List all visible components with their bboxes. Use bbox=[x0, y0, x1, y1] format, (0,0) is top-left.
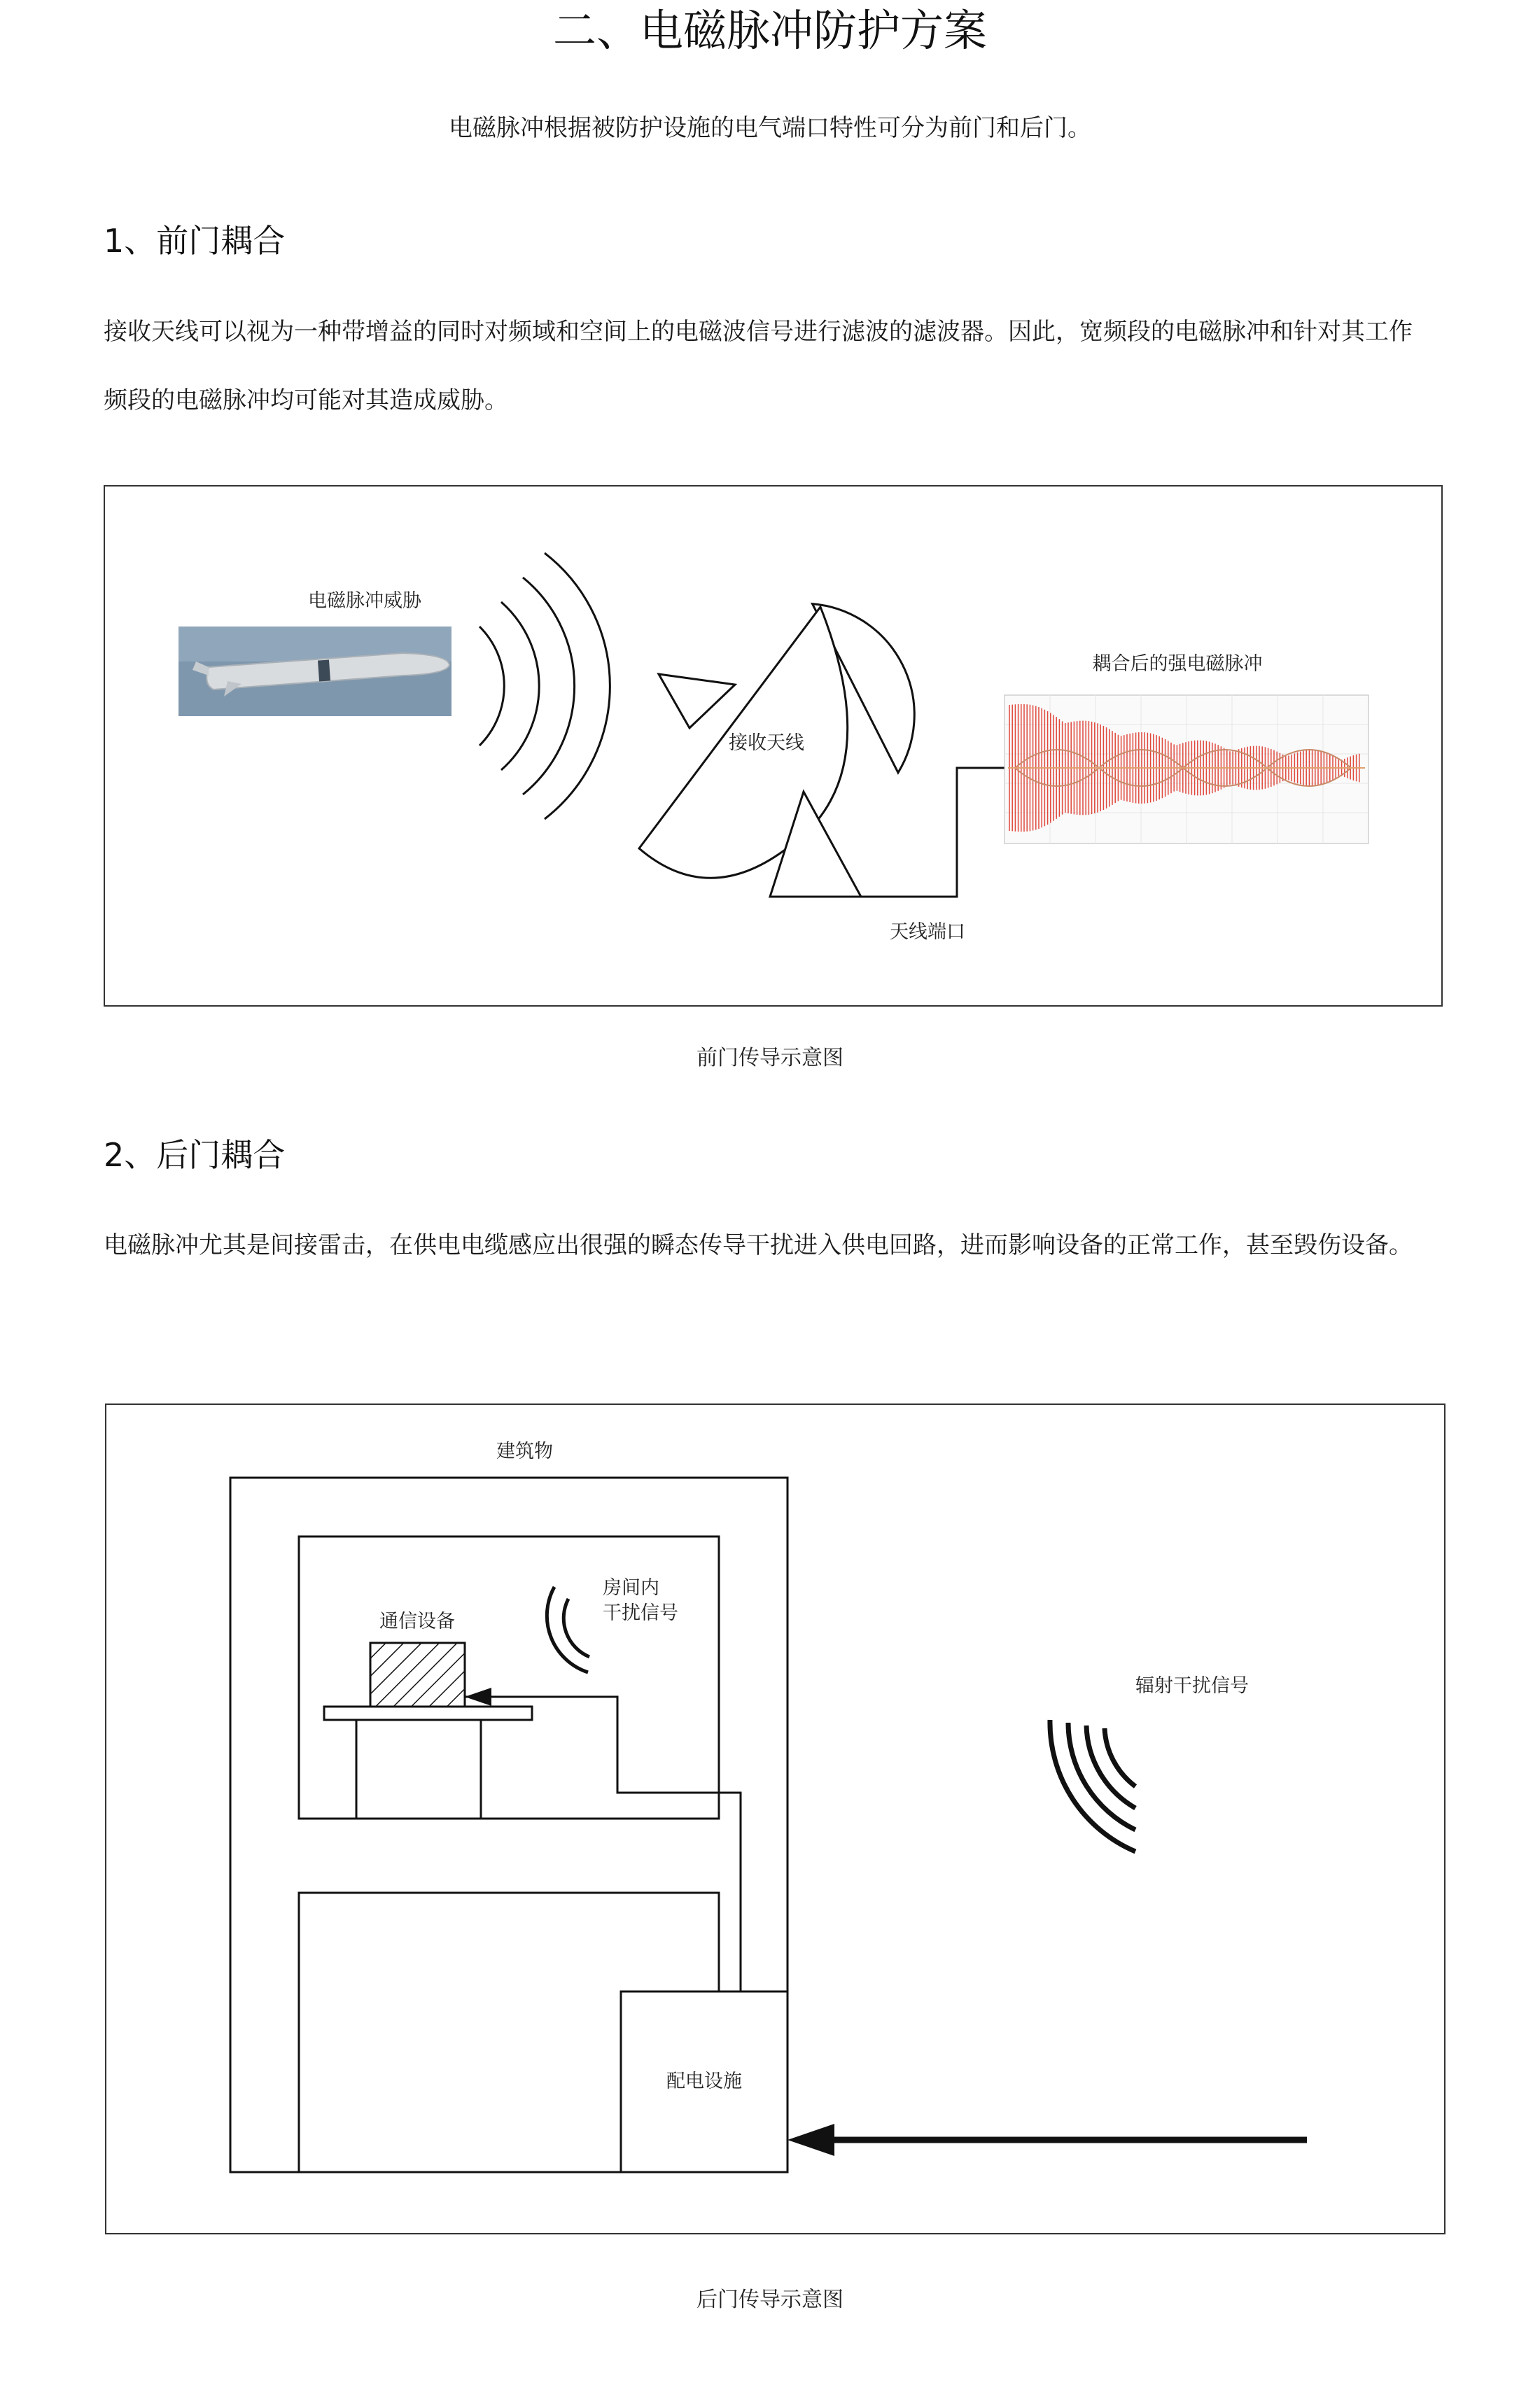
section2-paragraph: 电磁脉冲尤其是间接雷击，在供电电缆感应出很强的瞬态传导干扰进入供电回路，进而影响设备的正常工作，甚至毁伤设备。 bbox=[104, 1231, 1413, 1259]
incoming-arrow-icon bbox=[788, 2124, 834, 2156]
coupled-pulse-plot bbox=[1004, 695, 1368, 844]
radiated-signal-label: 辐射干扰信号 bbox=[1135, 1675, 1249, 1697]
port-label: 天线端口 bbox=[890, 921, 965, 943]
figure1-caption: 前门传导示意图 bbox=[696, 1046, 844, 1070]
section1-heading: 1、前门耦合 bbox=[104, 222, 286, 260]
antenna-cable bbox=[861, 768, 1004, 897]
coupled-pulse-label: 耦合后的强电磁脉冲 bbox=[1092, 653, 1263, 675]
back-door-diagram bbox=[106, 1405, 1447, 2236]
figure2-caption: 后门传导示意图 bbox=[696, 2288, 844, 2312]
intro-text: 电磁脉冲根据被防护设施的电气端口特性可分为前门和后门。 bbox=[449, 114, 1091, 142]
section1-paragraph: 接收天线可以视为一种带增益的同时对频域和空间上的电磁波信号进行滤波的滤波器。因此，宽频段的电磁脉冲和针对其工作频段的电磁脉冲均可能对其造成威胁。 bbox=[104, 318, 1413, 414]
comm-equipment-box bbox=[370, 1643, 465, 1707]
comm-equipment-label: 通信设备 bbox=[379, 1611, 455, 1632]
radiated-signal-icon bbox=[1050, 1720, 1135, 1851]
feed-arrow-icon bbox=[465, 1688, 491, 1706]
emp-wave-icon bbox=[479, 553, 610, 819]
building-label: 建筑物 bbox=[496, 1441, 553, 1462]
equipment-table-legs bbox=[356, 1720, 481, 1819]
front-door-figure bbox=[104, 485, 1443, 1007]
room-signal-label-1: 房间内 bbox=[603, 1577, 659, 1599]
page-title: 二、电磁脉冲防护方案 bbox=[552, 5, 987, 56]
power-feed-line bbox=[465, 1697, 741, 1991]
threat-label: 电磁脉冲威胁 bbox=[308, 590, 421, 612]
equipment-table-top bbox=[324, 1707, 532, 1720]
power-distribution-label: 配电设施 bbox=[666, 2071, 742, 2092]
section2-heading: 2、后门耦合 bbox=[104, 1136, 286, 1174]
front-door-diagram bbox=[105, 486, 1444, 1008]
room-signal-icon bbox=[547, 1587, 589, 1672]
room-signal-label-2: 干扰信号 bbox=[603, 1602, 678, 1624]
missile-photo bbox=[178, 626, 451, 716]
antenna-label: 接收天线 bbox=[729, 732, 804, 754]
back-door-figure bbox=[105, 1404, 1446, 2234]
